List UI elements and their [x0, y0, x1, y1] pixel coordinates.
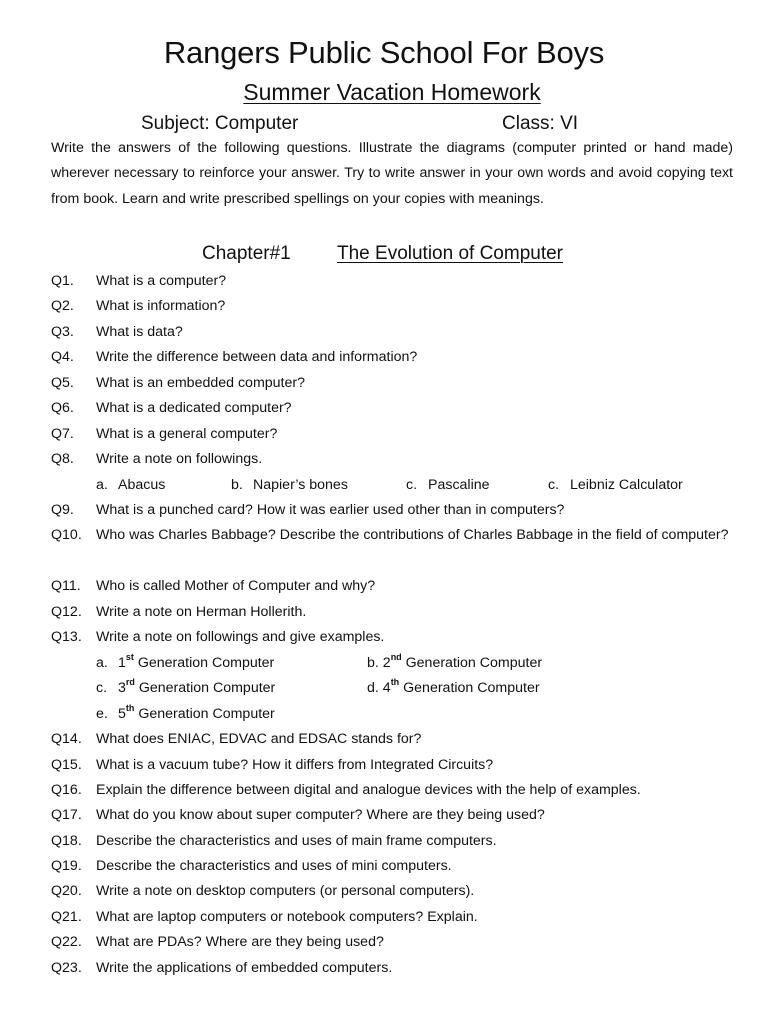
question-number: Q19. [51, 858, 82, 874]
question-item [51, 879, 741, 904]
sub-item [367, 651, 542, 676]
question-item [51, 320, 741, 345]
question-item [51, 778, 741, 803]
question-text: What is a dedicated computer? [96, 400, 292, 416]
question-text: What is a computer? [96, 273, 227, 289]
generation-number: 1 [118, 655, 126, 671]
chapter-number: Chapter#1 [202, 243, 291, 264]
question-item [51, 396, 741, 421]
question-text: Write a note on followings and give examples. [96, 629, 385, 645]
question-number: Q2. [51, 298, 74, 314]
question-text: What are PDAs? Where are they being used? [96, 934, 384, 950]
question-text: Write the applications of embedded computers. [96, 960, 393, 976]
chapter-title: The Evolution of Computer [337, 243, 564, 264]
sub-item-text: Generation Computer [399, 680, 540, 696]
sub-item [96, 702, 275, 727]
question-number: Q23. [51, 960, 82, 976]
question-number: Q11. [51, 578, 81, 594]
question-item [51, 371, 741, 396]
question-item [51, 753, 741, 778]
question-item [51, 803, 741, 828]
sub-item-text: Generation Computer [134, 680, 276, 696]
sub-item-letter: c. [96, 680, 108, 696]
question-text: What is a general computer? [96, 426, 278, 442]
sub-item-letter: d. [367, 680, 379, 696]
question-item [51, 930, 741, 955]
sub-item [548, 473, 683, 498]
question-text: Write a note on followings. [96, 451, 263, 467]
question-item [51, 498, 741, 523]
sub-item [406, 473, 490, 498]
question-number: Q12. [51, 604, 82, 620]
question-text: What do you know about super computer? Where are they being used? [96, 807, 545, 823]
question-text: What are laptop computers or notebook computers? Explain. [96, 909, 478, 925]
question-number: Q6. [51, 400, 74, 416]
generation-number: 5 [118, 706, 126, 722]
question-text: Explain the difference between digital and analogue devices with the help of examples. [96, 782, 641, 798]
question-text: Who is called Mother of Computer and why? [96, 578, 376, 594]
sub-item [231, 473, 348, 498]
question-number: Q21. [51, 909, 82, 925]
question-text: What is a vacuum tube? How it differs from Integrated Circuits? [96, 757, 494, 773]
sub-item-letter: b. [367, 655, 379, 671]
question-number: Q20. [51, 883, 82, 899]
question-item [51, 854, 741, 879]
question-number: Q1. [51, 273, 74, 289]
question-item [51, 345, 741, 370]
question-number: Q10. [51, 527, 82, 543]
question-number: Q16. [51, 782, 82, 798]
question-item [51, 905, 741, 930]
question-item [51, 294, 741, 319]
ordinal-suffix: th [125, 703, 135, 714]
question-text: Who was Charles Babbage? Describe the contributions of Charles Babbage in the field of computer? [96, 527, 729, 543]
question-text: Write the difference between data and information? [96, 349, 418, 365]
question-number: Q7. [51, 426, 74, 442]
generation-number: 3 [118, 680, 126, 696]
question-item [51, 447, 741, 472]
ordinal-suffix: rd [125, 677, 135, 688]
question-number: Q4. [51, 349, 74, 365]
question-text: What is a punched card? How it was earlier used other than in computers? [96, 502, 565, 518]
class-label: Class: VI [502, 113, 579, 134]
question-number: Q17. [51, 807, 82, 823]
question-text: Describe the characteristics and uses of main frame computers. [96, 833, 497, 849]
ordinal-suffix: nd [390, 652, 402, 663]
question-number: Q13. [51, 629, 82, 645]
question-text: What does ENIAC, EDVAC and EDSAC stands for? [96, 731, 422, 747]
question-text: What is data? [96, 324, 183, 340]
sub-item [96, 651, 274, 676]
question-number: Q8. [51, 451, 74, 467]
sub-item-letter: b. [231, 477, 243, 493]
sub-item-letter: a. [96, 477, 108, 493]
sub-item-letter: e. [96, 706, 108, 722]
question-text: What is information? [96, 298, 226, 314]
question-item [51, 829, 741, 854]
ordinal-suffix: st [125, 652, 134, 663]
sub-item-letter: a. [96, 655, 108, 671]
sub-item [96, 676, 275, 701]
sub-item-letter: c. [548, 477, 560, 493]
question-text: Describe the characteristics and uses of mini computers. [96, 858, 452, 874]
homework-title: Summer Vacation Homework [243, 79, 541, 105]
question-number: Q14. [51, 731, 82, 747]
question-number: Q5. [51, 375, 74, 391]
question-text: Write a note on desktop computers (or personal computers). [96, 883, 475, 899]
question-number: Q9. [51, 502, 74, 518]
generation-number: 4 [382, 680, 391, 696]
subject-label: Subject: Computer [141, 113, 299, 134]
question-text: What is an embedded computer? [96, 375, 305, 391]
question-item [51, 269, 741, 294]
sub-item-text: Generation Computer [133, 655, 275, 671]
question-item [51, 574, 741, 599]
instructions-paragraph: Write the answers of the following questions. Illustrate the diagrams (computer printed or hand made) wherever necessary to reinforce your answer. Try to write answer in your own words and avoid copying text from book. Learn and write prescribed spellings on your copies with meanings. [51, 140, 733, 207]
question-number: Q18. [51, 833, 82, 849]
sub-item [367, 676, 540, 701]
question-item [51, 523, 741, 548]
sub-item-text: Generation Computer [134, 706, 275, 722]
school-name: Rangers Public School For Boys [163, 35, 605, 70]
question-number: Q22. [51, 934, 82, 950]
question-text: Write a note on Herman Hollerith. [96, 604, 307, 620]
ordinal-suffix: th [390, 677, 400, 688]
sub-item-text: Napier’s bones [253, 477, 348, 493]
question-item [51, 422, 741, 447]
generation-number: 2 [382, 655, 391, 671]
sub-item-letter: c. [406, 477, 418, 493]
question-item [51, 727, 741, 752]
question-number: Q15. [51, 757, 82, 773]
question-item [51, 956, 741, 981]
sub-item-text: Abacus [118, 477, 166, 493]
sub-item [96, 473, 165, 498]
sub-item-text: Pascaline [428, 477, 490, 493]
question-item [51, 625, 741, 650]
sub-item-text: Leibniz Calculator [570, 477, 683, 493]
sub-item-text: Generation Computer [401, 655, 543, 671]
question-item [51, 600, 741, 625]
question-number: Q3. [51, 324, 74, 340]
